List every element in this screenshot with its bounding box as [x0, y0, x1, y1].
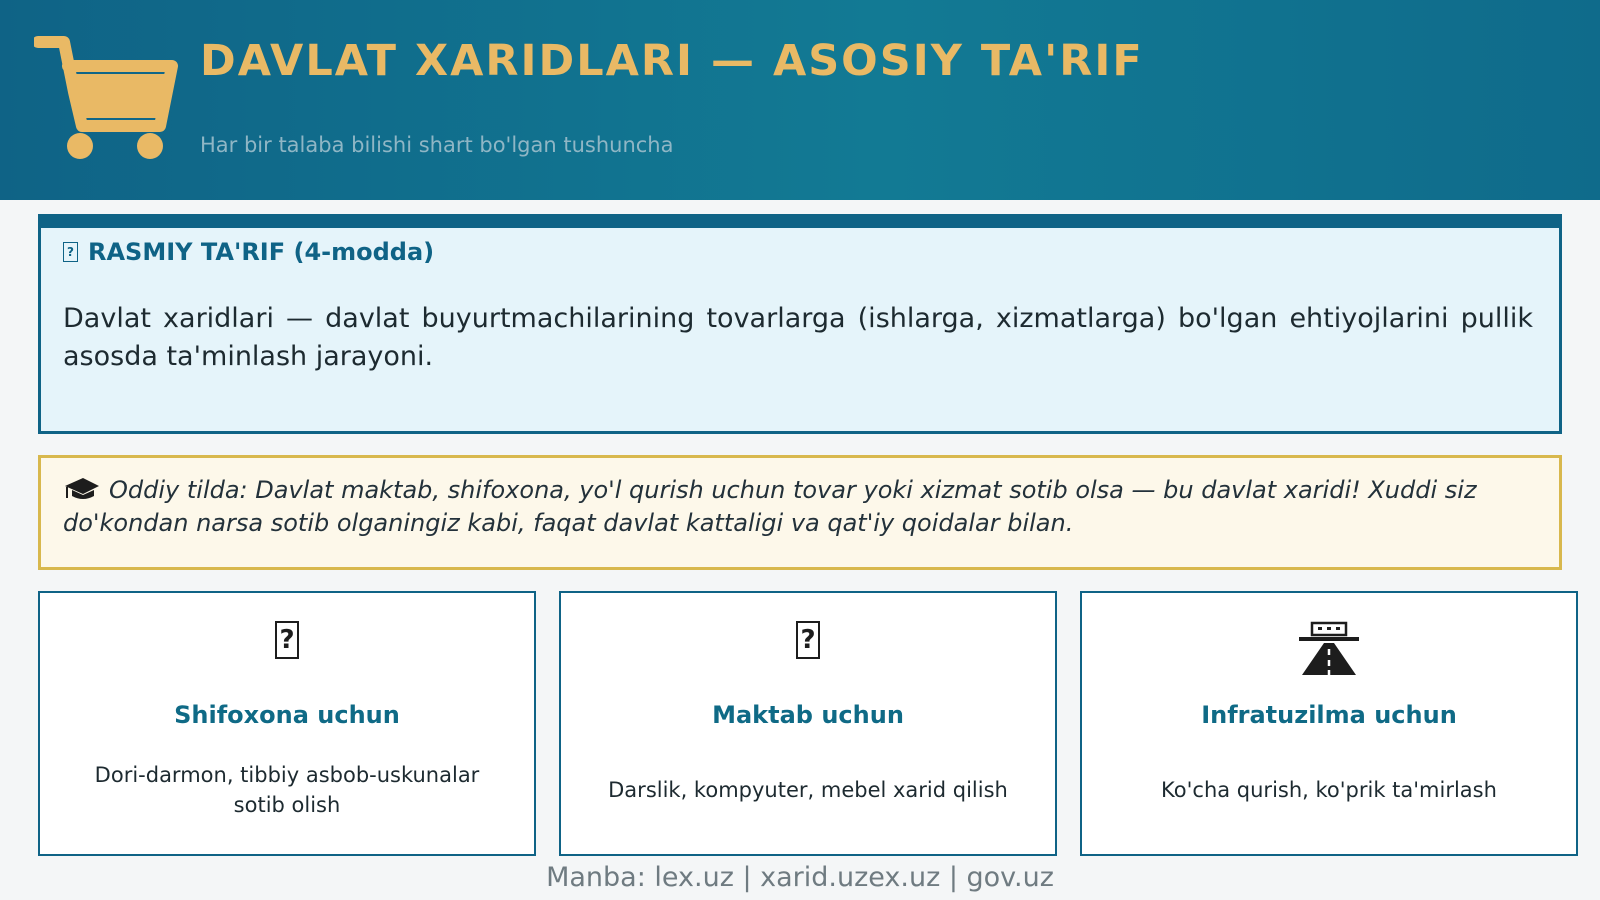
card-infrastructure: [1080, 591, 1578, 856]
header-banner: [0, 0, 1600, 200]
card-text: Dori-darmon, tibbiy asbob-uskunalar sotib olish: [94, 763, 480, 817]
page-title: DAVLAT XARIDLARI — ASOSIY TA'RIF: [200, 36, 1144, 86]
definition-heading-label: RASMIY TA'RIF (4-modda): [88, 238, 435, 266]
graduation-cap-icon: [63, 476, 101, 502]
missing-glyph-icon: ?: [63, 242, 78, 262]
simple-explanation: [63, 474, 1499, 540]
source-footer: Manba: lex.uz | xarid.uzex.uz | gov.uz: [546, 862, 1054, 893]
definition-panel: [38, 214, 1562, 434]
shopping-cart-icon: [34, 34, 180, 162]
card-title: Maktab uchun: [712, 701, 904, 729]
missing-glyph-icon: ?: [796, 621, 820, 659]
card-title: Shifoxona uchun: [174, 701, 400, 729]
simple-explanation-panel: [38, 455, 1562, 570]
card-text: Ko'cha qurish, ko'prik ta'mirlash: [1161, 778, 1497, 802]
page-subtitle: Har bir talaba bilishi shart bo'lgan tushuncha: [200, 133, 674, 157]
motorway-icon: [1298, 621, 1360, 677]
definition-heading: [63, 238, 434, 266]
card-school: [559, 591, 1057, 856]
missing-glyph-icon: ?: [275, 621, 299, 659]
card-title: Infratuzilma uchun: [1201, 701, 1457, 729]
simple-explanation-text: Oddiy tilda: Davlat maktab, shifoxona, yo'l qurish uchun tovar yoki xizmat sotib olsa — bu davlat xaridi! Xuddi siz do'kondan narsa sotib olganingiz kabi, faqat davlat kattaligi va qat'iy qoidalar bilan.: [63, 476, 1477, 537]
card-hospital: [38, 591, 536, 856]
definition-text: Davlat xaridlari — davlat buyurtmachilarining tovarlarga (ishlarga, xizmatlarga) bo'lgan ehtiyojlarini pullik asosda ta'minlash jarayoni.: [63, 303, 1533, 372]
card-text: Darslik, kompyuter, mebel xarid qilish: [608, 778, 1008, 802]
